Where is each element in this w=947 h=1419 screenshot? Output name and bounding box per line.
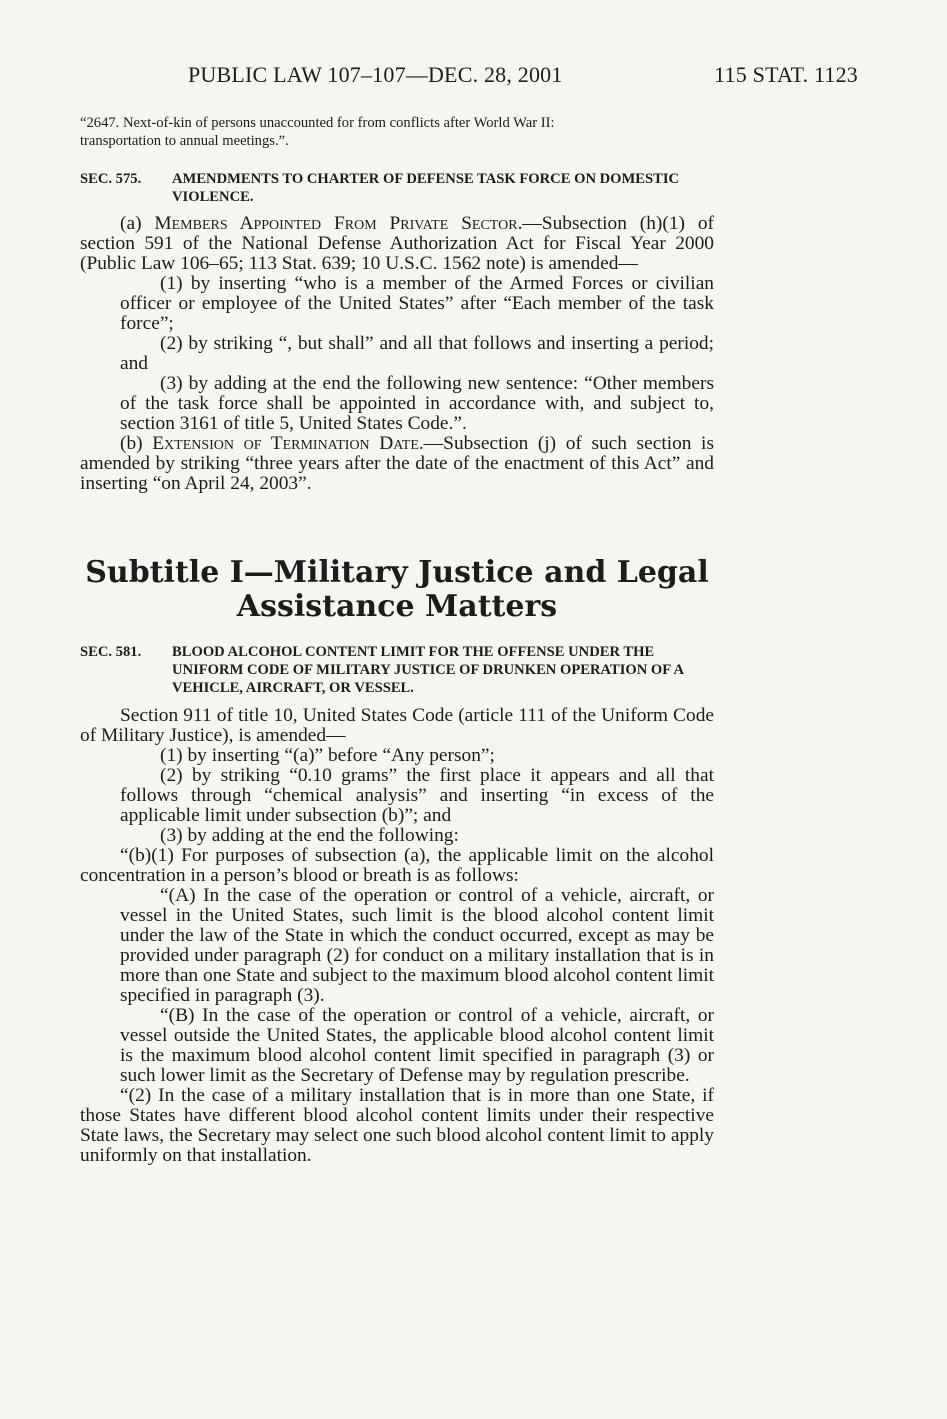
toc-line-1: “2647. Next-of-kin of persons unaccounted for from conflicts after World War II:	[80, 115, 555, 131]
paragraph-581-2: (2) by striking “0.10 grams” the first place it appears and all that follows through “chemical analysis” and inserting “in excess of the applicable limit under subsection (b)”; and	[120, 765, 714, 826]
subsection-b-caption: Extension of Termination Date	[152, 433, 419, 454]
paragraph-581-3: (3) by adding at the end the following:	[160, 825, 459, 846]
subsection-a-label: (a)	[120, 213, 155, 234]
toc-line-2: transportation to annual meetings.”.	[80, 133, 289, 149]
header-stat-page: 115 STAT. 1123	[714, 62, 858, 87]
section-581-heading	[80, 643, 714, 697]
quoted-paragraph-2: “(2) In the case of a military installation that is in more than one State, if those States have different blood alcohol content limits under their respective State laws, the Secretary may select one such blood alcohol content limit to apply uniformly on that installation.	[80, 1085, 714, 1166]
subsection-b-label: (b)	[120, 433, 153, 454]
section-581-number: SEC. 581.	[80, 644, 142, 660]
section-575-title: AMENDMENTS TO CHARTER OF DEFENSE TASK FORCE ON DOMESTIC VIOLENCE.	[172, 171, 680, 205]
header-public-law: PUBLIC LAW 107–107—DEC. 28, 2001	[188, 62, 563, 87]
subtitle-heading	[80, 556, 714, 624]
subtitle-line-1: Subtitle I—Military Justice and Legal	[85, 555, 709, 590]
subsection-575-a	[80, 214, 714, 274]
section-581	[80, 643, 714, 1166]
toc-entry-2647	[80, 114, 768, 150]
subsection-575-b	[80, 434, 714, 494]
subsection-a-caption: Members Appointed From Private Sector	[154, 213, 518, 234]
section-575	[80, 170, 714, 494]
quoted-subsection-b1: “(b)(1) For purposes of subsection (a), the applicable limit on the alcohol concentration in a person’s blood or breath is as follows:	[80, 845, 714, 886]
section-575-number: SEC. 575.	[80, 171, 142, 187]
section-581-title: BLOOD ALCOHOL CONTENT LIMIT FOR THE OFFENSE UNDER THE UNIFORM CODE OF MILITARY JUSTICE OF DRUNKEN OPERATION OF A VEHICLE, AIRCRAFT, OR VESSEL.	[172, 644, 684, 696]
paragraph-575-3: (3) by adding at the end the following new sentence: “Other members of the task force shall be appointed in accordance with, and subject to, section 3161 of title 5, United States Code.”.	[120, 373, 714, 434]
subsection-a-text: .—Subsection (h)(1) of section 591 of the National Defense Authorization Act for Fiscal Year 2000 (Public Law 106–65; 113 Stat. 639; 10 U.S.C. 1562 note) is amended—	[80, 213, 714, 274]
subsection-b-text: .—Subsection (j) of such section is amended by striking “three years after the date of the enactment of this Act” and inserting “on April 24, 2003”.	[80, 433, 714, 494]
section-575-heading	[80, 170, 714, 206]
running-header	[188, 62, 858, 92]
paragraph-575-1: (1) by inserting “who is a member of the Armed Forces or civilian officer or employee of the United States” after “Each member of the task force”;	[120, 273, 714, 334]
subtitle-line-2: Assistance Matters	[236, 589, 558, 624]
paragraph-581-1: (1) by inserting “(a)” before “Any person”;	[160, 745, 495, 766]
quoted-subparagraph-B: “(B) In the case of the operation or control of a vehicle, aircraft, or vessel outside the United States, the applicable blood alcohol content limit is the maximum blood alcohol content limit specified in paragraph (3) or such lower limit as the Secretary of Defense may by regulation prescribe.	[120, 1005, 714, 1086]
paragraph-575-2: (2) by striking “, but shall” and all that follows and inserting a period; and	[120, 333, 714, 374]
section-581-intro: Section 911 of title 10, United States Code (article 111 of the Uniform Code of Military Justice), is amended—	[80, 705, 714, 746]
quoted-subparagraph-A: “(A) In the case of the operation or control of a vehicle, aircraft, or vessel in the United States, such limit is the blood alcohol content limit under the law of the State in which the conduct occurred, except as may be provided under paragraph (2) for conduct on a military installation that is in more than one State and subject to the maximum blood alcohol content limit specified in paragraph (3).	[120, 885, 714, 1006]
